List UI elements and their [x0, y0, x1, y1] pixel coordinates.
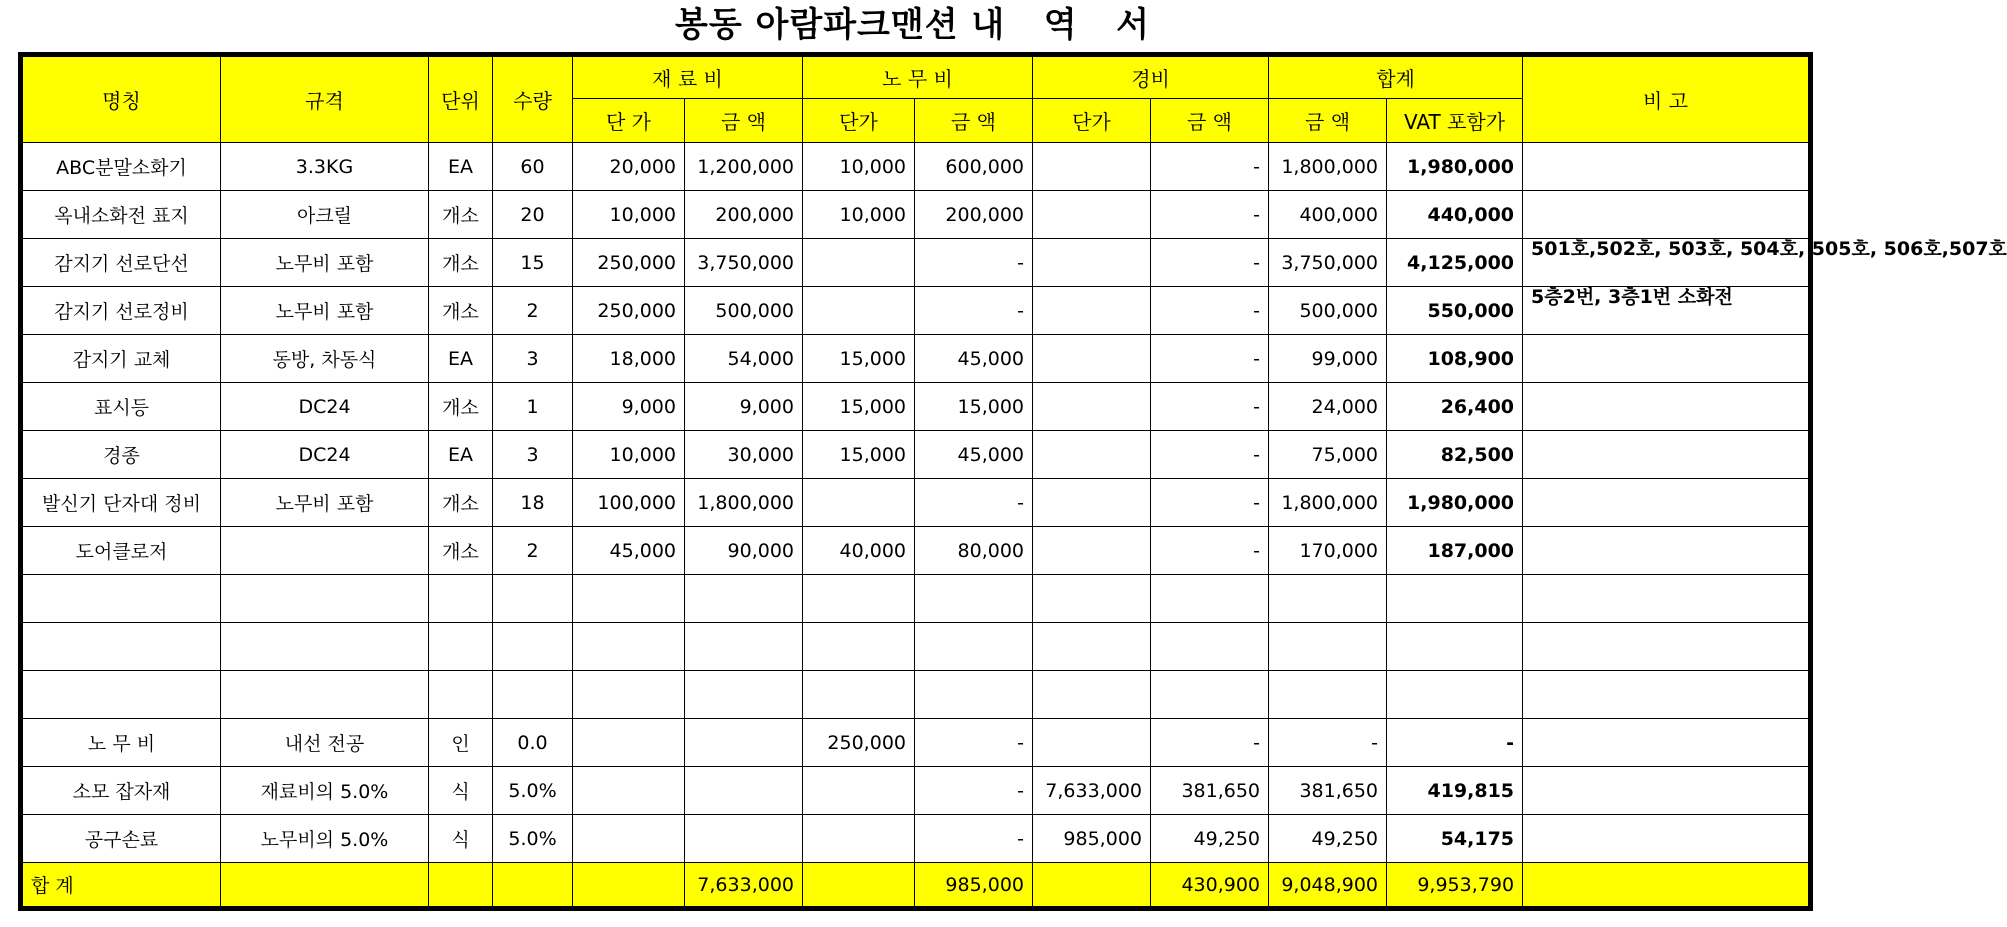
cell-unit	[429, 623, 493, 671]
cell-unit: 개소	[429, 479, 493, 527]
cell-expense-amount: -	[1151, 383, 1269, 431]
cell-unit	[429, 575, 493, 623]
cell-note	[1523, 479, 1811, 527]
cell-expense-amount	[1151, 671, 1269, 719]
cell-note	[1523, 191, 1811, 239]
cell-total-amount: 49,250	[1269, 815, 1387, 863]
cell-material-price: 20,000	[573, 143, 685, 191]
page-title: 봉동 아람파크맨션 내 역 서	[675, 5, 1150, 45]
cell-qty	[493, 671, 573, 719]
cell-note	[1523, 671, 1811, 719]
cell-material-amount: 500,000	[685, 287, 803, 335]
cell-spec: 아크릴	[221, 191, 429, 239]
cell-total-amount: 170,000	[1269, 527, 1387, 575]
cell-total-amount	[1269, 623, 1387, 671]
cell-expense-amount: 49,250	[1151, 815, 1269, 863]
cell-material-price	[573, 815, 685, 863]
cell-unit: 개소	[429, 191, 493, 239]
total-labor-price-cell	[803, 863, 915, 909]
cell-material-price: 18,000	[573, 335, 685, 383]
cell-spec: 노무비 포함	[221, 239, 429, 287]
cell-material-amount: 30,000	[685, 431, 803, 479]
table-row	[21, 479, 1811, 527]
cell-labor-amount: 80,000	[915, 527, 1033, 575]
table-row	[21, 287, 1811, 335]
cell-name: 발신기 단자대 정비	[21, 479, 221, 527]
cell-note	[1523, 527, 1811, 575]
cell-expense-price	[1033, 479, 1151, 527]
table-row	[21, 623, 1811, 671]
cell-total-amount: 400,000	[1269, 191, 1387, 239]
cell-name: 도어클로저	[21, 527, 221, 575]
cell-labor-amount	[915, 623, 1033, 671]
cell-labor-price	[803, 575, 915, 623]
cell-material-amount	[685, 767, 803, 815]
cell-expense-price	[1033, 191, 1151, 239]
cell-total-vat: 1,980,000	[1387, 143, 1523, 191]
total-label: 합 계	[21, 863, 221, 909]
cell-expense-amount: -	[1151, 239, 1269, 287]
cell-labor-price	[803, 623, 915, 671]
cell-expense-price	[1033, 527, 1151, 575]
cell-total-amount: 1,800,000	[1269, 143, 1387, 191]
cell-material-amount: 1,200,000	[685, 143, 803, 191]
cell-total-amount: 3,750,000	[1269, 239, 1387, 287]
header-expense-amount: 금 액	[1151, 99, 1269, 143]
cell-name	[21, 575, 221, 623]
cell-material-amount	[685, 575, 803, 623]
cell-qty: 20	[493, 191, 573, 239]
header-labor: 노 무 비	[803, 55, 1033, 99]
table-row	[21, 431, 1811, 479]
cell-total-vat: -	[1387, 719, 1523, 767]
cell-total-vat: 108,900	[1387, 335, 1523, 383]
header-labor-amount: 금 액	[915, 99, 1033, 143]
table-row	[21, 671, 1811, 719]
cell-labor-price	[803, 239, 915, 287]
cell-expense-amount: -	[1151, 143, 1269, 191]
cell-expense-price	[1033, 335, 1151, 383]
table-row	[21, 575, 1811, 623]
cell-labor-price: 10,000	[803, 191, 915, 239]
cell-total-vat: 550,000	[1387, 287, 1523, 335]
cell-labor-amount: 45,000	[915, 335, 1033, 383]
cell-material-price	[573, 671, 685, 719]
cell-expense-price	[1033, 383, 1151, 431]
cell-name: 소모 잡자재	[21, 767, 221, 815]
cell-total-amount: 99,000	[1269, 335, 1387, 383]
cell-total-vat	[1387, 671, 1523, 719]
header-qty: 수량	[493, 55, 573, 143]
cell-expense-amount: -	[1151, 287, 1269, 335]
header-material: 재 료 비	[573, 55, 803, 99]
cell-material-price	[573, 767, 685, 815]
total-expense-price-cell	[1033, 863, 1151, 909]
cell-labor-amount: -	[915, 719, 1033, 767]
header-total-amount: 금 액	[1269, 99, 1387, 143]
cell-spec: DC24	[221, 431, 429, 479]
cell-expense-amount: -	[1151, 479, 1269, 527]
cell-spec: DC24	[221, 383, 429, 431]
total-expense-amount: 430,900	[1151, 863, 1269, 909]
cell-expense-price: 7,633,000	[1033, 767, 1151, 815]
cell-unit: 개소	[429, 383, 493, 431]
cell-labor-amount: 200,000	[915, 191, 1033, 239]
cell-labor-price: 40,000	[803, 527, 915, 575]
cell-total-amount: 24,000	[1269, 383, 1387, 431]
cell-qty: 2	[493, 527, 573, 575]
cell-expense-amount: -	[1151, 719, 1269, 767]
cell-material-price	[573, 623, 685, 671]
cell-material-price: 10,000	[573, 431, 685, 479]
cell-qty	[493, 575, 573, 623]
cell-qty: 0.0	[493, 719, 573, 767]
cell-expense-amount	[1151, 575, 1269, 623]
header-total: 합계	[1269, 55, 1523, 99]
cell-note	[1523, 143, 1811, 191]
cell-spec: 노무비 포함	[221, 479, 429, 527]
cell-qty	[493, 623, 573, 671]
cell-note	[1523, 767, 1811, 815]
cell-qty: 1	[493, 383, 573, 431]
cell-name: 옥내소화전 표지	[21, 191, 221, 239]
header-unit: 단위	[429, 55, 493, 143]
cell-expense-price	[1033, 623, 1151, 671]
cell-total-amount	[1269, 575, 1387, 623]
cell-qty: 5.0%	[493, 767, 573, 815]
total-material-amount: 7,633,000	[685, 863, 803, 909]
cell-material-amount	[685, 623, 803, 671]
cell-material-amount: 9,000	[685, 383, 803, 431]
cell-name: 표시등	[21, 383, 221, 431]
cell-qty: 3	[493, 431, 573, 479]
cell-labor-amount: -	[915, 479, 1033, 527]
cell-labor-price	[803, 767, 915, 815]
cell-note: 501호,502호, 503호, 504호, 505호, 506호,507호	[1523, 239, 1811, 287]
cell-labor-price: 15,000	[803, 383, 915, 431]
cell-total-amount: 500,000	[1269, 287, 1387, 335]
table-row	[21, 719, 1811, 767]
table-row	[21, 335, 1811, 383]
cell-expense-price	[1033, 719, 1151, 767]
cell-unit: 식	[429, 815, 493, 863]
total-vat-amount: 9,953,790	[1387, 863, 1523, 909]
cell-note	[1523, 335, 1811, 383]
cell-labor-amount: 45,000	[915, 431, 1033, 479]
cell-total-vat: 187,000	[1387, 527, 1523, 575]
cell-labor-amount: -	[915, 815, 1033, 863]
header-name: 명칭	[21, 55, 221, 143]
cell-total-vat: 440,000	[1387, 191, 1523, 239]
cell-spec: 노무비의 5.0%	[221, 815, 429, 863]
cell-name: ABC분말소화기	[21, 143, 221, 191]
cell-material-amount: 3,750,000	[685, 239, 803, 287]
cell-total-vat: 1,980,000	[1387, 479, 1523, 527]
cell-spec: 노무비 포함	[221, 287, 429, 335]
cell-note: 5층2번, 3층1번 소화전	[1523, 287, 1811, 335]
cell-name: 공구손료	[21, 815, 221, 863]
total-sum-amount: 9,048,900	[1269, 863, 1387, 909]
cell-labor-price	[803, 671, 915, 719]
total-note-cell	[1523, 863, 1811, 909]
cell-unit: 인	[429, 719, 493, 767]
cell-expense-price	[1033, 671, 1151, 719]
cell-labor-price	[803, 815, 915, 863]
cell-labor-price: 250,000	[803, 719, 915, 767]
cell-material-price: 9,000	[573, 383, 685, 431]
cell-total-amount	[1269, 671, 1387, 719]
cell-total-vat: 54,175	[1387, 815, 1523, 863]
cell-labor-price	[803, 287, 915, 335]
cell-spec: 재료비의 5.0%	[221, 767, 429, 815]
cell-material-amount: 54,000	[685, 335, 803, 383]
cell-spec: 동방, 차동식	[221, 335, 429, 383]
cell-expense-amount: 381,650	[1151, 767, 1269, 815]
cell-labor-price: 15,000	[803, 431, 915, 479]
cell-total-amount: -	[1269, 719, 1387, 767]
table-row	[21, 239, 1811, 287]
cell-name: 감지기 선로단선	[21, 239, 221, 287]
cell-labor-amount: 600,000	[915, 143, 1033, 191]
cell-unit: 식	[429, 767, 493, 815]
cell-qty: 15	[493, 239, 573, 287]
cell-material-amount	[685, 815, 803, 863]
cell-material-price	[573, 719, 685, 767]
cell-total-vat: 4,125,000	[1387, 239, 1523, 287]
cell-expense-amount: -	[1151, 431, 1269, 479]
header-spec: 규격	[221, 55, 429, 143]
cell-total-vat: 26,400	[1387, 383, 1523, 431]
cell-labor-amount: 15,000	[915, 383, 1033, 431]
table-row	[21, 191, 1811, 239]
cell-name: 노 무 비	[21, 719, 221, 767]
cell-note	[1523, 815, 1811, 863]
cell-material-amount	[685, 671, 803, 719]
cell-expense-price	[1033, 431, 1151, 479]
cell-unit: EA	[429, 431, 493, 479]
cell-total-vat	[1387, 623, 1523, 671]
estimate-table	[18, 52, 2007, 911]
cell-labor-amount: -	[915, 767, 1033, 815]
cell-unit: 개소	[429, 239, 493, 287]
cell-labor-amount	[915, 671, 1033, 719]
header-material-price: 단 가	[573, 99, 685, 143]
cell-expense-amount: -	[1151, 527, 1269, 575]
cell-material-price: 250,000	[573, 239, 685, 287]
total-spec-cell	[221, 863, 429, 909]
cell-expense-price	[1033, 287, 1151, 335]
cell-expense-amount: -	[1151, 191, 1269, 239]
cell-labor-price: 15,000	[803, 335, 915, 383]
cell-spec: 내선 전공	[221, 719, 429, 767]
cell-spec	[221, 527, 429, 575]
cell-name: 감지기 선로정비	[21, 287, 221, 335]
cell-expense-price	[1033, 143, 1151, 191]
header-note: 비 고	[1523, 55, 1811, 143]
cell-note	[1523, 719, 1811, 767]
cell-expense-price	[1033, 239, 1151, 287]
cell-labor-amount	[915, 575, 1033, 623]
cell-unit	[429, 671, 493, 719]
cell-labor-price: 10,000	[803, 143, 915, 191]
cell-spec	[221, 623, 429, 671]
cell-spec	[221, 671, 429, 719]
cell-material-price: 10,000	[573, 191, 685, 239]
cell-material-price: 100,000	[573, 479, 685, 527]
cell-unit: 개소	[429, 527, 493, 575]
cell-material-amount: 1,800,000	[685, 479, 803, 527]
cell-expense-amount: -	[1151, 335, 1269, 383]
cell-material-amount	[685, 719, 803, 767]
table-row	[21, 383, 1811, 431]
cell-note	[1523, 623, 1811, 671]
table-row	[21, 143, 1811, 191]
cell-name: 감지기 교체	[21, 335, 221, 383]
header-material-amount: 금 액	[685, 99, 803, 143]
cell-total-amount: 75,000	[1269, 431, 1387, 479]
header-expense: 경비	[1033, 55, 1269, 99]
cell-qty: 60	[493, 143, 573, 191]
cell-material-amount: 200,000	[685, 191, 803, 239]
cell-unit: EA	[429, 143, 493, 191]
cell-unit: EA	[429, 335, 493, 383]
cell-total-amount: 1,800,000	[1269, 479, 1387, 527]
cell-qty: 3	[493, 335, 573, 383]
total-unit-cell	[429, 863, 493, 909]
header-row-1	[21, 55, 1811, 99]
cell-total-vat	[1387, 575, 1523, 623]
cell-spec: 3.3KG	[221, 143, 429, 191]
cell-expense-amount	[1151, 623, 1269, 671]
cell-total-amount: 381,650	[1269, 767, 1387, 815]
cell-expense-price	[1033, 575, 1151, 623]
cell-material-price: 45,000	[573, 527, 685, 575]
total-row	[21, 863, 1811, 909]
cell-qty: 2	[493, 287, 573, 335]
header-labor-price: 단가	[803, 99, 915, 143]
cell-material-amount: 90,000	[685, 527, 803, 575]
cell-name: 경종	[21, 431, 221, 479]
cell-note	[1523, 575, 1811, 623]
total-material-price-cell	[573, 863, 685, 909]
cell-name	[21, 671, 221, 719]
table-row	[21, 815, 1811, 863]
cell-note	[1523, 431, 1811, 479]
cell-labor-amount: -	[915, 239, 1033, 287]
cell-labor-amount: -	[915, 287, 1033, 335]
header-expense-price: 단가	[1033, 99, 1151, 143]
cell-material-price	[573, 575, 685, 623]
cell-qty: 5.0%	[493, 815, 573, 863]
header-total-vat: VAT 포함가	[1387, 99, 1523, 143]
cell-unit: 개소	[429, 287, 493, 335]
total-labor-amount: 985,000	[915, 863, 1033, 909]
table-row	[21, 767, 1811, 815]
table-row	[21, 527, 1811, 575]
total-qty-cell	[493, 863, 573, 909]
cell-note	[1523, 383, 1811, 431]
cell-name	[21, 623, 221, 671]
cell-total-vat: 82,500	[1387, 431, 1523, 479]
cell-labor-price	[803, 479, 915, 527]
cell-material-price: 250,000	[573, 287, 685, 335]
cell-qty: 18	[493, 479, 573, 527]
cell-expense-price: 985,000	[1033, 815, 1151, 863]
cell-total-vat: 419,815	[1387, 767, 1523, 815]
cell-spec	[221, 575, 429, 623]
